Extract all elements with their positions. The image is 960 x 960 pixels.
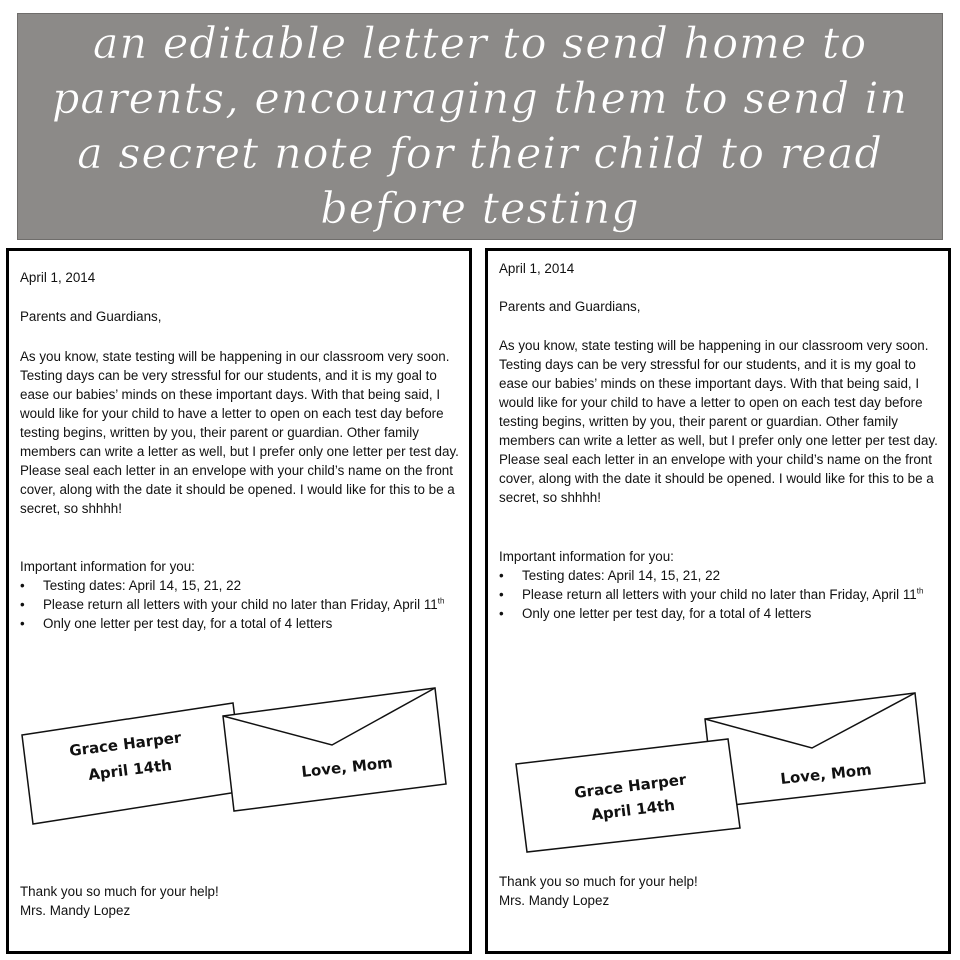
list-item: • Only one letter per test day, for a total of 4 letters bbox=[499, 604, 941, 623]
letter-body: As you know, state testing will be happening in our classroom very soon. Testing days can be very stressful for our students, and it is my goal to ease our babies’ minds on these important days. With that being said, I would like for your child to have a letter to open on each test day before testing begins, written by you, their parent or guardian. Other family members can write a letter as well, but I prefer only one letter per test day. Please seal each letter in an envelope with your child’s name on the front cover, along with the date it should be opened. I would like for this to be a secret, so shhhh! bbox=[20, 349, 459, 516]
closing-thanks: Thank you so much for your help! bbox=[499, 874, 698, 889]
letter-closing bbox=[499, 872, 941, 910]
letter-closing bbox=[20, 882, 462, 920]
closing-thanks: Thank you so much for your help! bbox=[20, 884, 219, 899]
envelope-name: Grace Harper bbox=[68, 728, 183, 760]
info-heading: Important information for you: bbox=[499, 549, 674, 564]
envelope-illustration bbox=[9, 251, 469, 951]
letter-body: As you know, state testing will be happening in our classroom very soon. Testing days can be very stressful for our students, and it is my goal to ease our babies’ minds on these important days. With that being said, I would like for your child to have a letter to open on each test day before testing begins, written by you, their parent or guardian. Other family members can write a letter as well, but I prefer only one letter per test day. Please seal each letter in an envelope with your child’s name on the front cover, along with the date it should be opened. I would like for this to be a secret, so shhhh! bbox=[499, 338, 938, 505]
letter-date: April 1, 2014 bbox=[20, 270, 96, 285]
envelope-front bbox=[516, 739, 740, 852]
envelope-illustration bbox=[488, 251, 948, 951]
letter-date: April 1, 2014 bbox=[499, 261, 575, 276]
closing-signature: Mrs. Mandy Lopez bbox=[20, 903, 131, 918]
envelope-signoff: Love, Mom bbox=[779, 760, 873, 788]
envelope-name: Grace Harper bbox=[573, 770, 688, 802]
envelope-date: April 14th bbox=[590, 795, 676, 824]
list-item: • Testing dates: April 14, 15, 21, 22 bbox=[20, 576, 462, 595]
envelope-back bbox=[705, 693, 925, 807]
letter-page-right bbox=[485, 248, 951, 954]
envelope-signoff: Love, Mom bbox=[300, 753, 394, 781]
closing-signature: Mrs. Mandy Lopez bbox=[499, 893, 610, 908]
envelope-front bbox=[22, 703, 244, 824]
list-item: • Please return all letters with your child no later than Friday, April 11th bbox=[20, 595, 462, 614]
list-item: • Only one letter per test day, for a total of 4 letters bbox=[20, 614, 462, 633]
info-heading: Important information for you: bbox=[20, 559, 195, 574]
envelope-date: April 14th bbox=[87, 755, 173, 784]
list-item: • Please return all letters with your child no later than Friday, April 11th bbox=[499, 585, 941, 604]
letter-page-left bbox=[6, 248, 472, 954]
letter-greeting: Parents and Guardians, bbox=[20, 309, 162, 324]
envelope-back bbox=[223, 688, 446, 811]
title-banner bbox=[17, 13, 943, 240]
list-item: • Testing dates: April 14, 15, 21, 22 bbox=[499, 566, 941, 585]
banner-title: an editable letter to send home to parents, encouraging them to send in a secret note for their child to read before testing bbox=[51, 18, 909, 234]
letter-greeting: Parents and Guardians, bbox=[499, 299, 641, 314]
